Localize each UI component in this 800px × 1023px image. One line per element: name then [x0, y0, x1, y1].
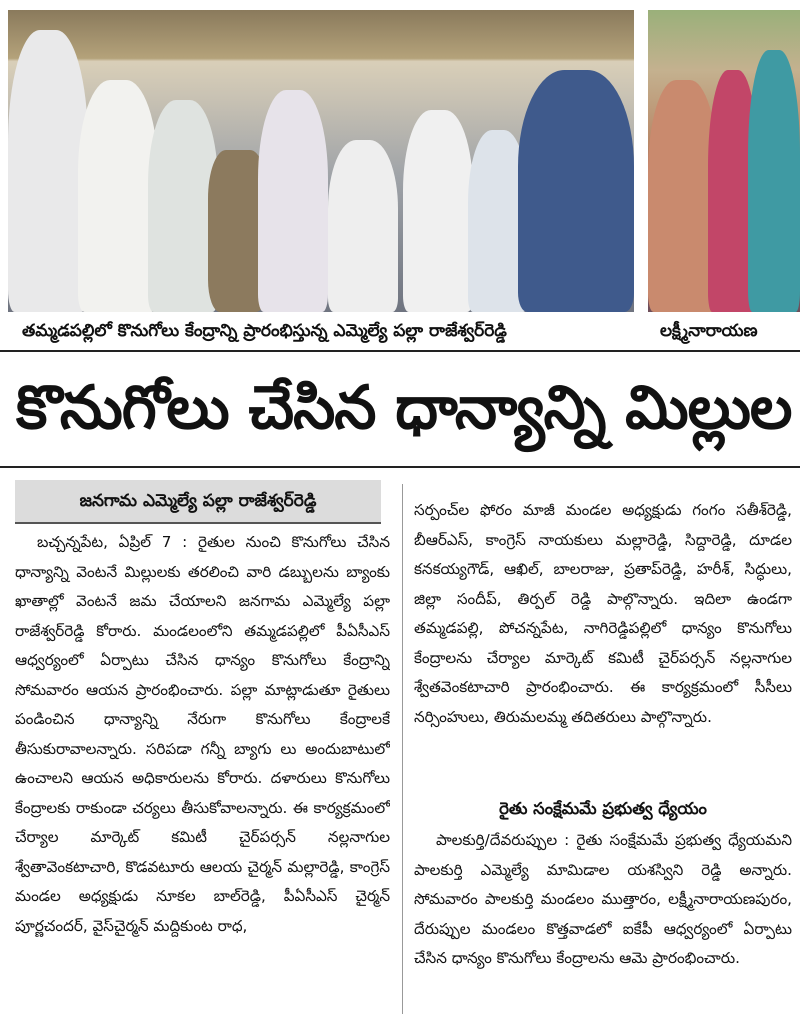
news-photo-inauguration	[8, 10, 634, 312]
news-photo-women	[648, 10, 800, 312]
article-column-2: సర్పంచ్‌ల ఫోరం మాజీ మండల అధ్యక్షుడు గంగం సతీశ్‌రెడ్డి, బీఆర్‌ఎస్, కాంగ్రెస్ నాయకులు మల్లారెడ్డి, సిద్దారెడ్డి, దూడల కనకయ్యగౌడ్, ఆఖిల్, బాలరాజు, ప్రతాప్‌రెడ్డి, హరీశ్, సిద్ధులు, జిల్లా సందీప్, తిర్పల్ రెడ్డి పాల్గొన్నారు. ఇదిలా ఉండగా తమ్మడపల్లి, పోచన్నపేట, నాగిరెడ్డిపల్లిలో ధాన్యం కొనుగోలు కేంద్రాలను చేర్యాల మార్కెట్ కమిటీ చైర్‌పర్సన్ నల్లనాగుల శ్వేతవెంకటాచారి ప్రారంభించారు. ఈ కార్యక్రమంలో సీసీలు నర్సింహులు, తిరుమలమ్మ తదితరులు పాల్గొన్నారు.	[414, 501, 792, 726]
photo-caption: తమ్మడపల్లిలో కొనుగోలు కేంద్రాన్ని ప్రారంభిస్తున్న ఎమ్మెల్యే పల్లా రాజేశ్వర్‌రెడ్డి	[22, 321, 507, 341]
article-column-1	[15, 528, 390, 1018]
article-text: పాలకుర్తి/దేవరుప్పుల : రైతు సంక్షేమమే ప్రభుత్వ ధ్యేయమని పాలకుర్తి ఎమ్మెల్యే మామిడాల యశస్విని రెడ్డి అన్నారు. సోమవారం పాలకుర్తి మండలం ముత్తారం, లక్ష్మీనారాయణపురం, దేరుప్పుల మండలం కొత్తవాడలో ఐకేపీ ఆధ్వర్యంలో ఏర్పాటు చేసిన ధాన్యం కొనుగోలు కేంద్రాలను ఆమె ప్రారంభించారు.	[414, 831, 792, 967]
photo-person	[403, 110, 473, 312]
photo-caption: లక్ష్మీనారాయణ	[660, 321, 758, 341]
sub-heading: రైతు సంక్షేమమే ప్రభుత్వ ధ్యేయం	[499, 799, 707, 818]
byline-box: జనగామ ఎమ్మెల్యే పల్లా రాజేశ్వర్‌రెడ్డి	[15, 480, 381, 524]
article-text: బచ్చన్నపేట, ఏప్రిల్ 7 : రైతుల నుంచి కొనుగోలు చేసిన ధాన్యాన్ని వెంటనే మిల్లులకు తరలించి వారి డబ్బులను బ్యాంకు ఖాతాల్లో వెంటనే జమ చేయాలని జనగామ ఎమ్మెల్యే పల్లా రాజేశ్వర్‌రెడ్డి కోరారు. మండలంలోని తమ్మడపల్లిలో పీఏసీఎస్ ఆధ్వర్యంలో ఏర్పాటు చేసిన ధాన్యం కొనుగోలు కేంద్రాన్ని సోమవారం ఆయన ప్రారంభించారు. పల్లా మాట్లాడుతూ రైతులు పండించిన ధాన్యాన్ని నేరుగా కొనుగోలు కేంద్రాలకే తీసుకురావాలన్నారు. సరిపడా గన్నీ బ్యాగు లు అందుబాటులో ఉంచాలని ఆయన అధికారులను కోరారు. దళారులు కొనుగోలు కేంద్రాలకు రాకుండా చర్యలు తీసుకోవాలన్నారు. ఈ కార్యక్రమంలో చేర్యాల మార్కెట్ కమిటీ చైర్‌పర్సన్ నల్లనాగుల శ్వేతావెంకటాచారి, కొడవటూరు ఆలయ చైర్మన్ మల్లారెడ్డి, కాంగ్రెస్ మండల అధ్యక్షుడు నూకల బాల్‌రెడ్డి, పీఏసీఎస్ చైర్మన్ పూర్ణచందర్, వైస్‌చైర్మన్ మద్దికుంట రాధ,	[15, 533, 390, 935]
divider	[0, 466, 800, 468]
photo-person	[328, 140, 398, 312]
photo-person	[258, 90, 328, 312]
divider	[0, 350, 800, 352]
article-column-3	[414, 826, 792, 1016]
column-divider	[402, 484, 403, 1014]
photo-person	[518, 70, 634, 312]
headline: కొనుగోలు చేసిన ధాన్యాన్ని మిల్లుల	[16, 373, 792, 443]
photo-person	[748, 50, 800, 312]
photo-person	[8, 30, 88, 312]
photo-person	[78, 80, 158, 312]
